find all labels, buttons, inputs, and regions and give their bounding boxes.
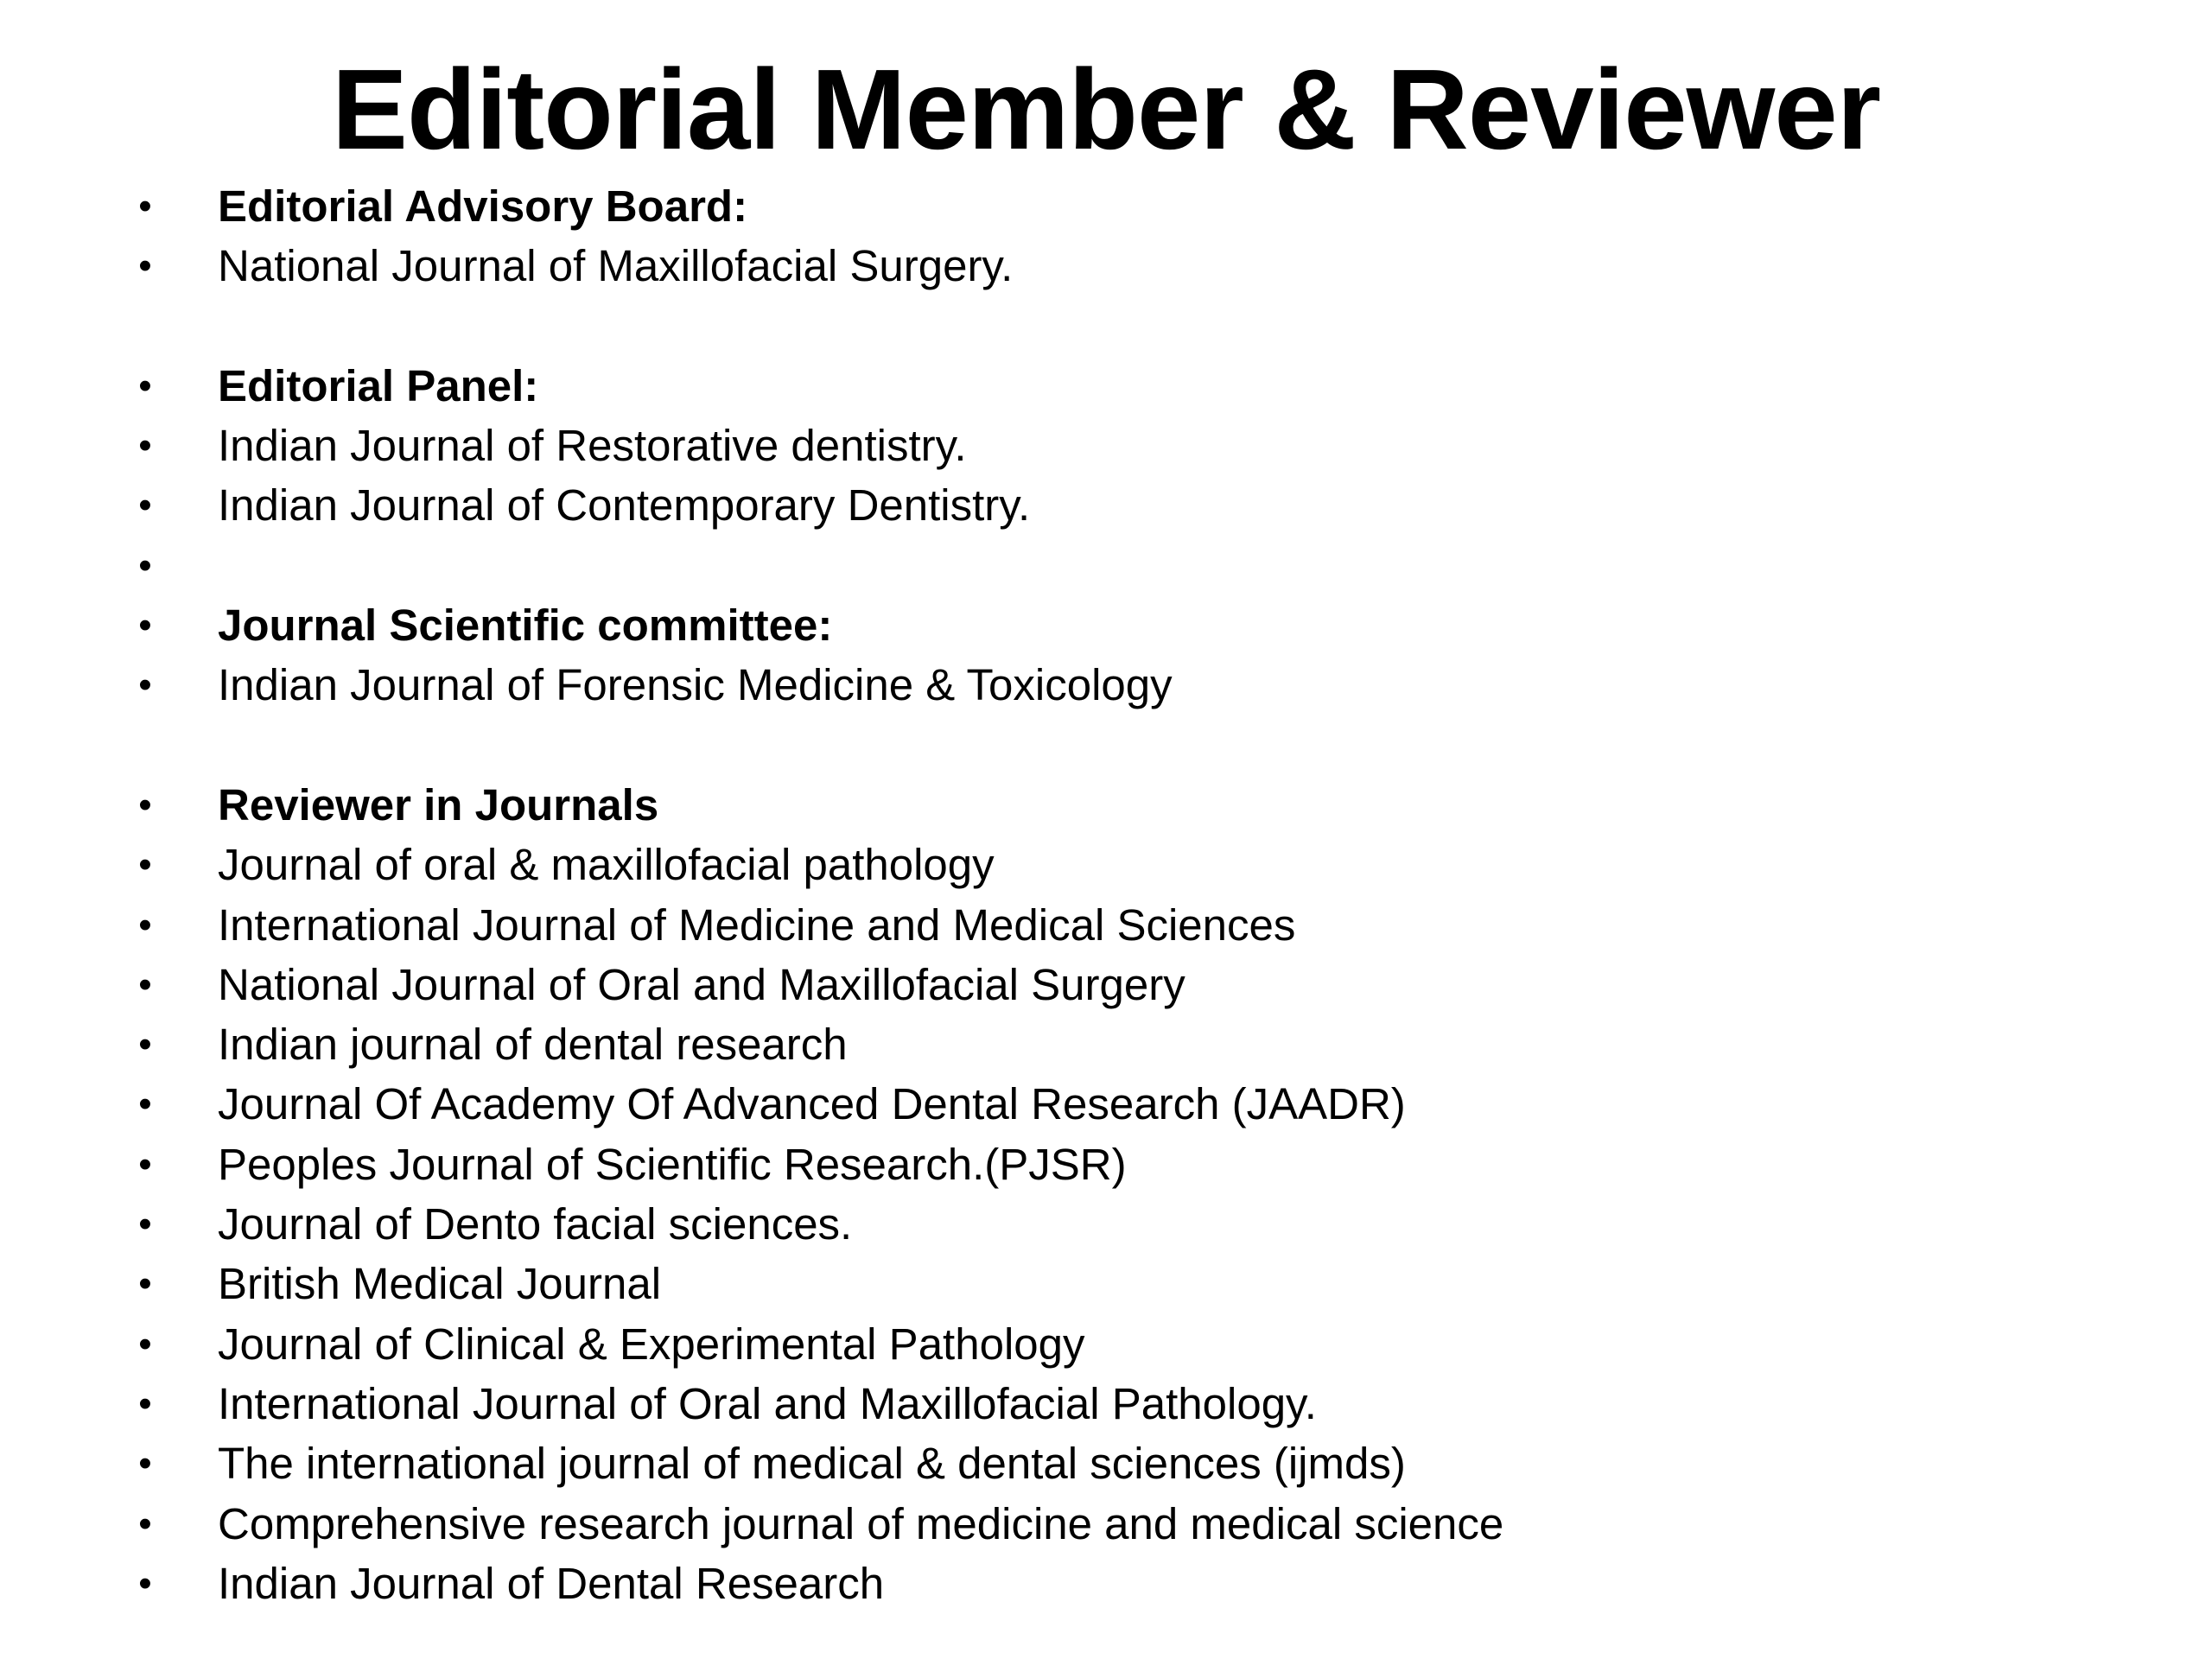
bullet-dot-icon: • <box>138 604 152 647</box>
list-item <box>130 416 2117 475</box>
list-item <box>130 475 2117 535</box>
list-item-text: Journal of Dento facial sciences. <box>218 1199 853 1249</box>
list-item <box>130 1254 2117 1313</box>
list-item <box>130 955 2117 1014</box>
list-item-text: National Journal of Oral and Maxillofacial Surgery <box>218 959 1185 1009</box>
section-heading-text: Reviewer in Journals <box>218 779 659 830</box>
bullet-dot-icon: • <box>138 843 152 887</box>
section-heading-text: Editorial Advisory Board: <box>218 181 748 231</box>
list-item <box>130 895 2117 955</box>
list-item-text: International Journal of Medicine and Medical Sciences <box>218 899 1296 950</box>
section-heading-text: Editorial Panel: <box>218 360 539 410</box>
section-heading <box>130 356 2117 416</box>
list-item-text: International Journal of Oral and Maxillofacial Pathology. <box>218 1378 1317 1428</box>
bullet-dot-icon: • <box>138 1142 152 1185</box>
bullet-dot-icon: • <box>138 664 152 707</box>
list-item-text: Comprehensive research journal of medicine and medical science <box>218 1498 1504 1548</box>
bullet-dot-icon: • <box>138 1442 152 1485</box>
list-item-text: British Medical Journal <box>218 1259 662 1309</box>
list-item-text: Journal of oral & maxillofacial pathology <box>218 840 995 890</box>
list-item-text: Peoples Journal of Scientific Research.(PJSR) <box>218 1139 1127 1189</box>
list-item <box>130 1194 2117 1254</box>
bullet-dot-icon: • <box>138 1083 152 1126</box>
section-heading <box>130 775 2117 835</box>
bullet-dot-icon: • <box>138 963 152 1006</box>
bullet-dot-icon: • <box>138 783 152 826</box>
list-item <box>130 835 2117 894</box>
bullet-dot-icon: • <box>138 1502 152 1545</box>
slide-title: Editorial Member & Reviewer <box>331 46 1881 173</box>
list-item <box>130 1554 2117 1613</box>
bullet-dot-icon: • <box>138 543 152 587</box>
list-item-text: Indian journal of dental research <box>218 1020 848 1070</box>
list-item-text: Indian Journal of Restorative dentistry. <box>218 421 967 471</box>
section-heading <box>130 595 2117 655</box>
empty-list-item <box>130 296 2117 356</box>
list-item <box>130 1014 2117 1074</box>
bullet-dot-icon: • <box>138 1203 152 1246</box>
bullet-dot-icon: • <box>138 364 152 407</box>
list-item <box>130 655 2117 715</box>
list-item-text: Journal of Clinical & Experimental Pathology <box>218 1319 1085 1369</box>
section-heading-text: Journal Scientific committee: <box>218 601 833 651</box>
bullet-dot-icon: • <box>138 1262 152 1306</box>
list-item-text: Indian Journal of Forensic Medicine & Toxicology <box>218 660 1173 710</box>
list-item-text: Journal Of Academy Of Advanced Dental Research (JAADR) <box>218 1079 1406 1129</box>
section-heading <box>130 176 2117 236</box>
list-item <box>130 1135 2117 1194</box>
bullet-dot-icon: • <box>138 185 152 227</box>
list-item <box>130 236 2117 296</box>
bullet-dot-icon: • <box>138 1382 152 1425</box>
list-item <box>130 1074 2117 1134</box>
list-item <box>130 1314 2117 1374</box>
empty-list-item <box>130 536 2117 595</box>
list-item-text: Indian Journal of Contemporary Dentistry. <box>218 480 1031 531</box>
bullet-list <box>130 176 2117 1613</box>
list-item <box>130 1374 2117 1433</box>
bullet-dot-icon: • <box>138 903 152 946</box>
bullet-dot-icon: • <box>138 424 152 467</box>
empty-list-item <box>130 715 2117 775</box>
list-item-text: National Journal of Maxillofacial Surgery. <box>218 241 1014 291</box>
bullet-dot-icon: • <box>138 1023 152 1066</box>
bullet-dot-icon: • <box>138 245 152 288</box>
list-item-text: Indian Journal of Dental Research <box>218 1558 885 1608</box>
bullet-dot-icon: • <box>138 1561 152 1605</box>
bullet-dot-icon: • <box>138 484 152 527</box>
list-item-text: The international journal of medical & dental sciences (ijmds) <box>218 1439 1406 1489</box>
list-item <box>130 1433 2117 1493</box>
bullet-dot-icon: • <box>138 1322 152 1365</box>
list-item <box>130 1494 2117 1554</box>
